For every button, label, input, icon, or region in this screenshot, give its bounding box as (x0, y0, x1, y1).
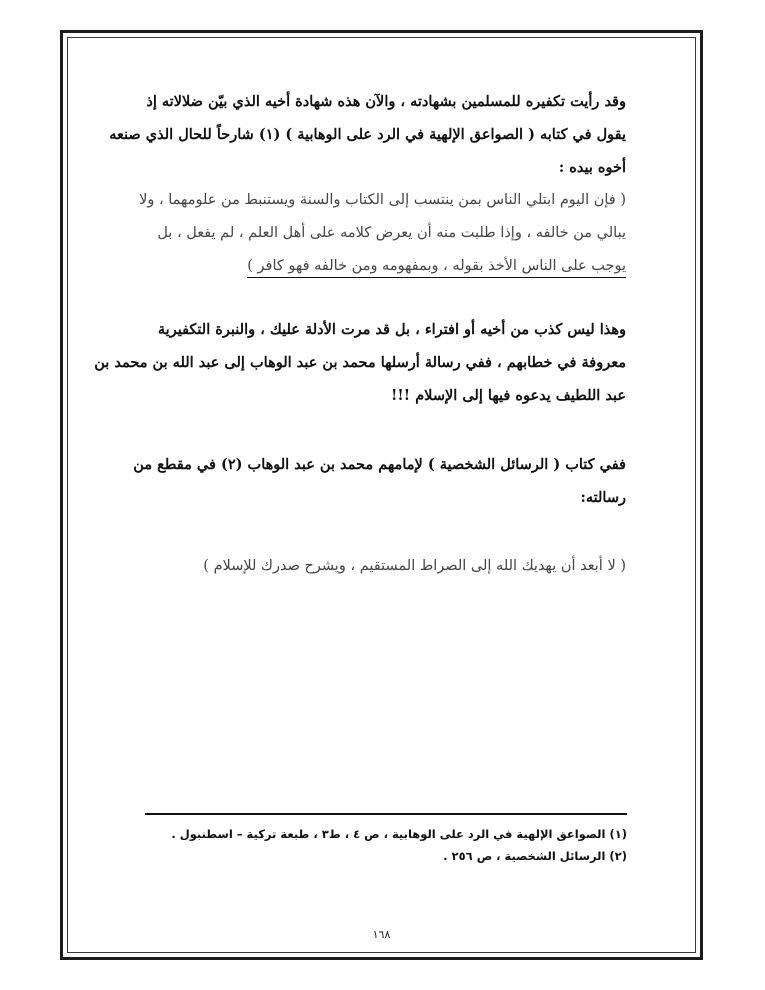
text-line: وهذا ليس كذب من أخيه أو افتراء ، بل قد مرت الأدلة عليك ، والنبرة التكفيرية (157, 321, 626, 338)
footnote-2: (٢) الرسائل الشخصية ، ص ٢٥٦ . (443, 849, 627, 863)
paragraph-3 (133, 448, 626, 514)
text-line: يقول في كتابه ( الصواعق الإلهية في الرد على الوهابية ) (١) شارحاً للحال الذي صنعه (109, 126, 626, 143)
quote-2 (144, 550, 626, 583)
text-line: أخوه بيده : (558, 159, 626, 176)
page-frame (60, 30, 703, 960)
paragraph-1 (109, 85, 626, 184)
footnote-separator (145, 813, 627, 815)
footnote-1: (١) الصواعق الإلهية في الرد على الوهابية ، ص ٤ ، ط٣ ، طبعة تركية – اسطنبول . (171, 827, 627, 841)
text-line: ففي كتاب ( الرسائل الشخصية ) لإمامهم محمد بن عبد الوهاب (٢) في مقطع من (133, 456, 626, 473)
quote-line-underlined (144, 250, 626, 283)
underlined-text: يوجب على الناس الأخذ بقوله ، وبمفهومه ومن خالفه فهو كافر ) (247, 258, 626, 278)
quote-line: ( فإن اليوم ابتلي الناس بمن ينتسب إلى الكتاب والسنة ويستنبط من علومهما ، ولا (139, 192, 626, 208)
page-number: ١٦٨ (372, 928, 391, 941)
footnotes (145, 823, 627, 867)
quote-line: ( لا أبعد أن يهديك الله إلى الصراط المستقيم ، ويشرح صدرك للإسلام ) (203, 558, 626, 574)
text-line: وقد رأيت تكفيره للمسلمين بشهادته ، والآن هذه شهادة أخيه الذي بيّن ضلالاته إذ (146, 93, 626, 110)
page-body (94, 85, 626, 583)
text-line: عبد اللطيف يدعوه فيها إلى الإسلام !!! (391, 387, 626, 404)
quote-line: يبالي من خالفه ، وإذا طلبت منه أن يعرض كلامه على أهل العلم ، لم يفعل ، بل (157, 225, 626, 241)
quote-1 (139, 184, 626, 283)
text-line: معروفة في خطابهم ، ففي رسالة أرسلها محمد بن عبد الوهاب إلى عبد الله بن محمد بن (94, 354, 626, 371)
text-line: رسالته: (580, 489, 626, 506)
paragraph-2 (94, 313, 626, 412)
